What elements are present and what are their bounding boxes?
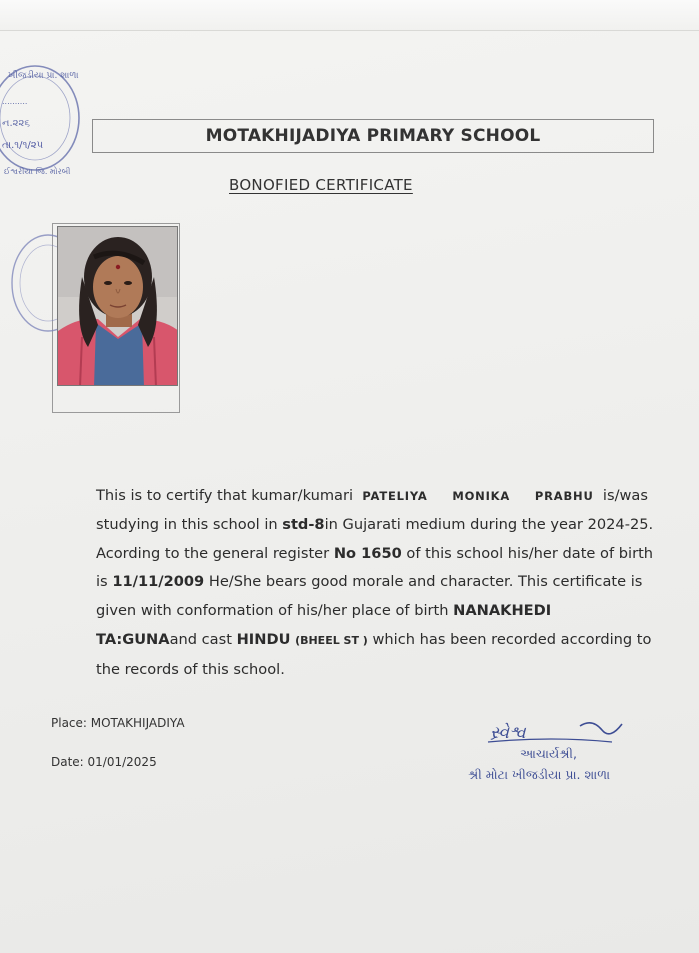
stamp-text-no: ન.૨૨૬ xyxy=(2,118,30,129)
stamp-text-bottom: ઈશ્વરીયા જિ. મોરબી xyxy=(4,167,71,176)
caste-value: HINDU xyxy=(236,630,291,648)
school-name-box xyxy=(92,119,654,153)
signature-school: શ્રી મોટા ખીજડીયા પ્રા. શાળા xyxy=(468,767,611,782)
register-number: No 1650 xyxy=(333,544,402,562)
svg-text:..........: .......... xyxy=(2,97,28,106)
paper-top-edge xyxy=(0,0,699,31)
body-text-6: and cast xyxy=(169,630,232,648)
body-text-1: This is to certify that kumar/kumari xyxy=(96,487,354,504)
certificate-body xyxy=(96,482,656,685)
standard-value: std-8 xyxy=(282,515,325,533)
signature-block xyxy=(462,712,652,792)
school-name: MOTAKHIJADIYA PRIMARY SCHOOL xyxy=(205,126,541,146)
place-line: Place: MOTAKHIJADIYA xyxy=(51,716,185,730)
body-text-4: of this school his/her date of birth is xyxy=(96,544,654,591)
stamp-text-top: ખીજડીયા પ્રા. શાળા xyxy=(8,71,79,81)
stamp-text-date: તા.૧/૧/૨૫ xyxy=(2,140,44,151)
date-line: Date: 01/01/2025 xyxy=(51,755,157,769)
body-text-5: He/She bears good morale and character. This certificate is given with conformation of his/her place of birth xyxy=(96,573,643,620)
date-of-birth: 11/11/2009 xyxy=(112,573,205,591)
body-text-3: in Gujarati medium during the year 2024-25. Acording to the general register xyxy=(96,515,654,562)
school-stamp-top xyxy=(0,52,82,184)
body-text-7: which has been recorded according to the records of this school. xyxy=(96,630,652,678)
sub-caste-value: (BHEEL ST ) xyxy=(295,633,368,647)
student-name: PATELIYA MONIKA PRABHU xyxy=(362,489,594,503)
place-of-birth: NANAKHEDI TA:GUNA xyxy=(96,602,552,648)
certificate-title: BONOFIED CERTIFICATE xyxy=(229,176,413,194)
signature-role: આચાર્યશ્રી, xyxy=(520,746,577,761)
student-photo xyxy=(57,226,178,386)
signature-scribble: સ્ર્વેશ્વ xyxy=(490,723,526,743)
body-text-2: is/was studying in this school in xyxy=(96,487,648,533)
